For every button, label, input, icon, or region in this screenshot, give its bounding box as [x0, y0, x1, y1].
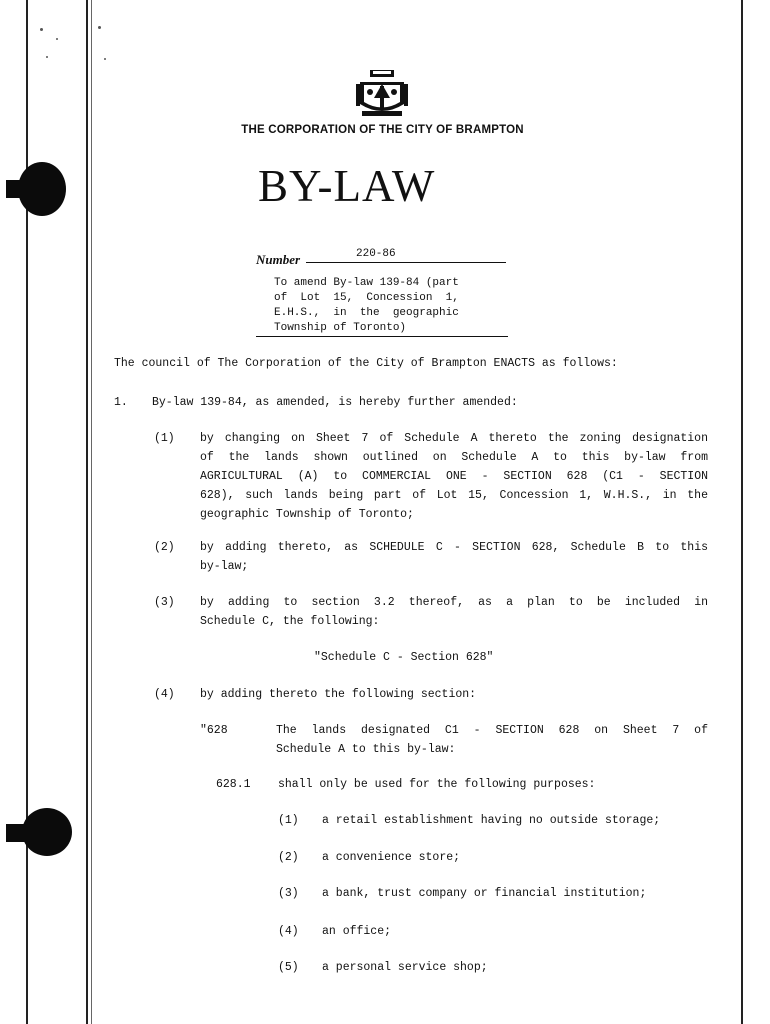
purpose-number: (1) [278, 814, 299, 827]
schedule-heading-quote: "Schedule C - Section 628" [314, 651, 494, 664]
section-number: 1. [114, 396, 128, 409]
scan-speck [98, 26, 101, 29]
item-paragraph [200, 429, 708, 524]
city-crest-icon [354, 68, 410, 120]
item-line: AGRICULTURAL (A) to COMMERCIAL ONE - SECTION 628 (C1 - SECTION [200, 470, 708, 483]
number-underline [306, 262, 506, 263]
number-label: Number [256, 252, 301, 267]
purpose-text: a bank, trust company or financial institution; [322, 887, 647, 900]
item-paragraph [200, 593, 708, 631]
purpose-text: a personal service shop; [322, 961, 488, 974]
bylaw-number: 220-86 [356, 248, 396, 260]
section-628-number: "628 [200, 724, 228, 737]
item-line: 628), such lands being part of Lot 15, Concession 1, W.H.S., in the [200, 489, 708, 502]
item-line: of the lands shown outlined on Schedule A to this by-law from [200, 451, 708, 464]
binder-edge-line [86, 0, 88, 1024]
item-number: (3) [154, 596, 175, 609]
item-line: by-law; [200, 560, 249, 573]
purpose-line: E.H.S., in the geographic [274, 307, 459, 319]
binder-edge-line [91, 0, 92, 1024]
binder-edge-line [26, 0, 28, 1024]
bylaw-purpose [274, 276, 459, 336]
item-line: by adding to section 3.2 thereof, as a plan to be included in [200, 596, 708, 609]
purpose-number: (5) [278, 961, 299, 974]
purpose-line: To amend By-law 139-84 (part [274, 277, 459, 289]
item-paragraph [200, 538, 708, 576]
punch-hole-top-tab [6, 180, 30, 198]
bylaw-title: BY-LAW [258, 161, 436, 211]
item-line: geographic Township of Toronto; [200, 508, 414, 521]
corporation-heading: THE CORPORATION OF THE CITY OF BRAMPTON [241, 124, 524, 136]
purpose-text: a convenience store; [322, 851, 461, 864]
purpose-underline [256, 336, 508, 337]
scan-speck [104, 58, 106, 60]
item-number: (1) [154, 432, 175, 445]
section-text: By-law 139-84, as amended, is hereby further amended: [152, 396, 518, 409]
purpose-number: (3) [278, 887, 299, 900]
item-line: by adding thereto the following section: [200, 688, 477, 701]
punch-hole-bottom-tab [6, 824, 30, 842]
purpose-line: of Lot 15, Concession 1, [274, 292, 459, 304]
purpose-text: an office; [322, 925, 392, 938]
scan-speck [46, 56, 48, 58]
right-edge-line [741, 0, 743, 1024]
subsection-text: shall only be used for the following purposes: [278, 778, 596, 791]
item-number: (2) [154, 541, 175, 554]
enacting-clause: The council of The Corporation of the City of Brampton ENACTS as follows: [114, 357, 618, 370]
purpose-number: (2) [278, 851, 299, 864]
section-628-paragraph [276, 721, 708, 759]
subsection-number: 628.1 [216, 778, 251, 791]
item-line: by adding thereto, as SCHEDULE C - SECTION 628, Schedule B to this [200, 541, 708, 554]
section-628-line: The lands designated C1 - SECTION 628 on Sheet 7 of [276, 724, 708, 737]
item-line: by changing on Sheet 7 of Schedule A thereto the zoning designation [200, 432, 708, 445]
item-number: (4) [154, 688, 175, 701]
scan-speck [56, 38, 58, 40]
purpose-number: (4) [278, 925, 299, 938]
item-line: Schedule C, the following: [200, 615, 380, 628]
purpose-text: a retail establishment having no outside storage; [322, 814, 661, 827]
section-628-line: Schedule A to this by-law: [276, 743, 456, 756]
scan-speck [40, 28, 43, 31]
purpose-line: Township of Toronto) [274, 322, 407, 334]
